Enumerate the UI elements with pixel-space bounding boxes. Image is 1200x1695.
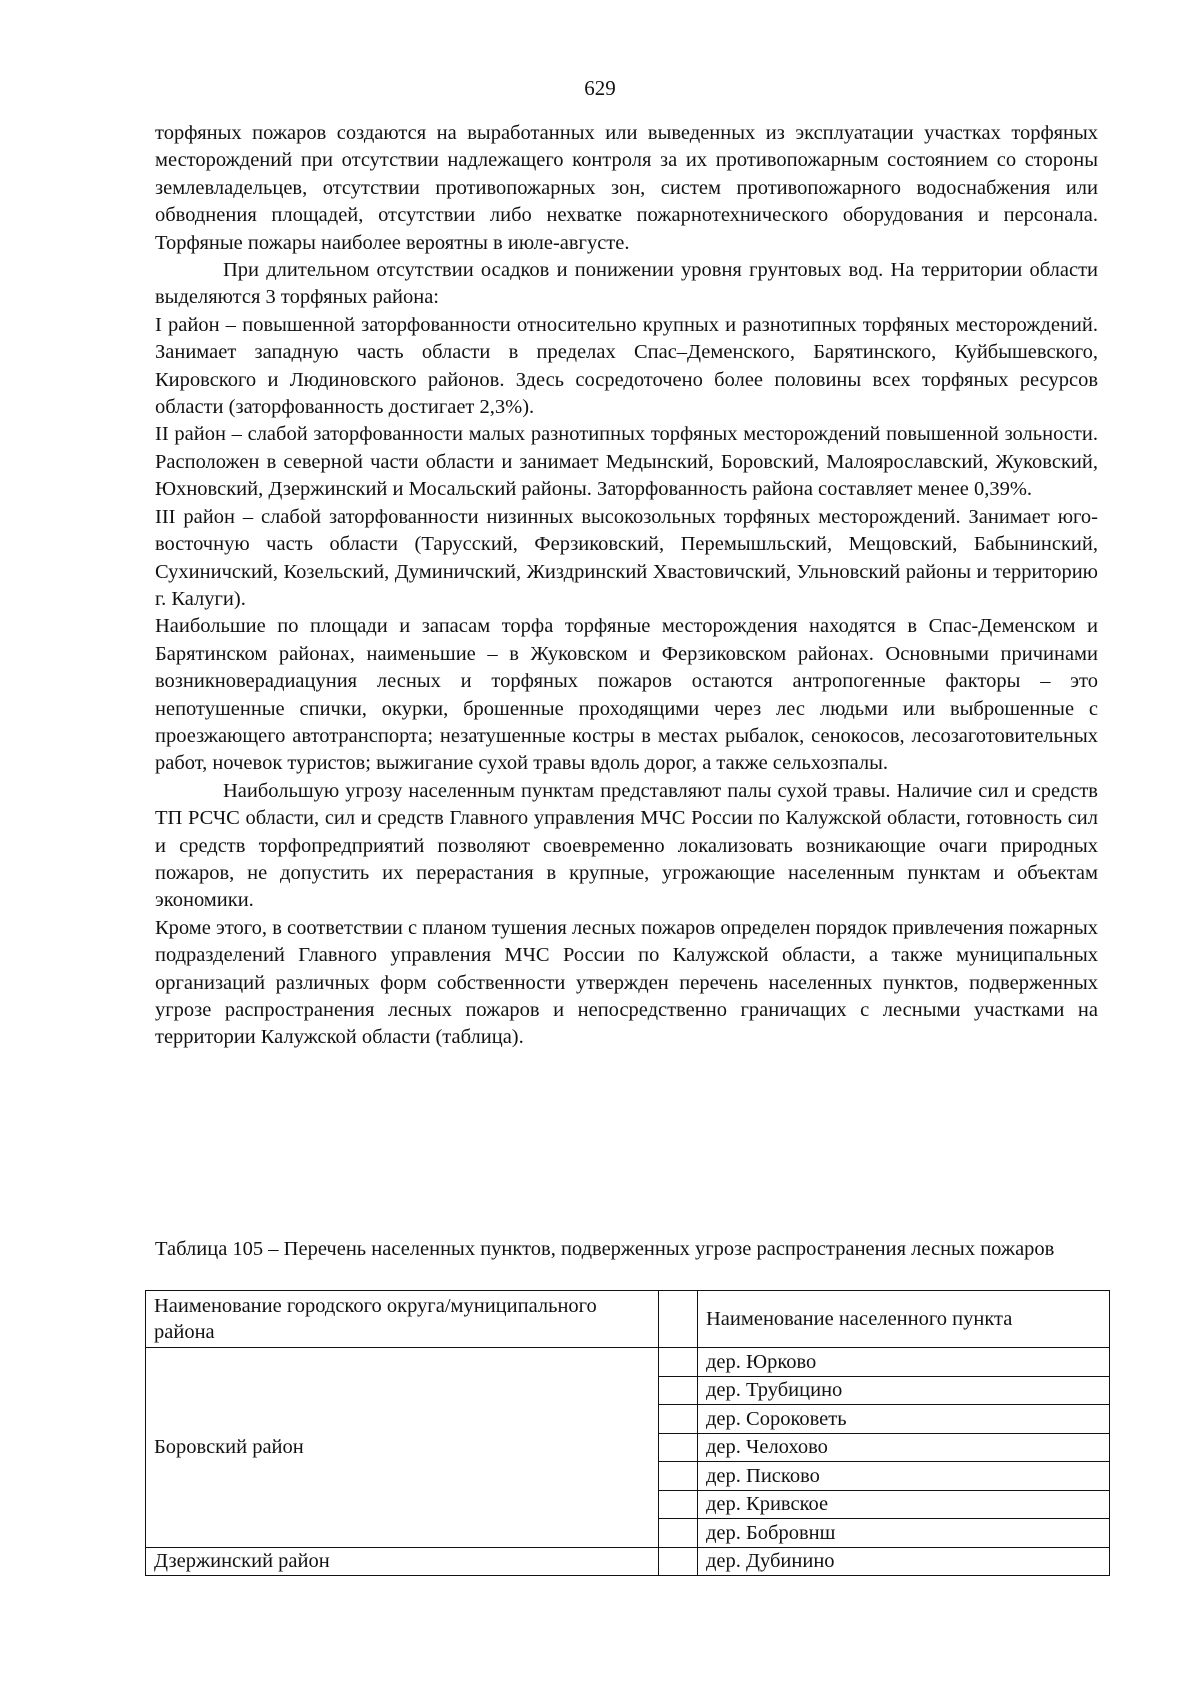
district-cell: Боровский район (146, 1348, 659, 1548)
body-text (155, 120, 1098, 1052)
table-row (146, 1547, 1110, 1576)
empty-cell (659, 1376, 698, 1405)
settlement-cell: дер. Кривское (698, 1490, 1110, 1519)
empty-cell (659, 1519, 698, 1548)
paragraph: II район – слабой заторфованности малых разнотипных торфяных месторождений повышенной зольности. Расположен в северной части области и занимает Медынский, Боровский, Малоярославский, Жуковский, Юхновский, Дзержинский и Мосальский районы. Заторфованность района составляет менее 0,39%. (155, 423, 1098, 501)
empty-cell (659, 1462, 698, 1491)
settlement-cell: дер. Челохово (698, 1433, 1110, 1462)
settlement-cell: дер. Бобровнш (698, 1519, 1110, 1548)
settlement-cell: дер. Трубицино (698, 1376, 1110, 1405)
paragraph: III район – слабой заторфованности низинных высокозольных торфяных месторождений. Занимает юго-восточную часть области (Тарусский, Ферзиковский, Перемышльский, Мещовский, Бабынинский, Сухиничский, Козельский, Думиничский, Жиздринский Хвастовичский, Ульновский районы и территорию г. Калуги). (155, 505, 1098, 610)
empty-cell (659, 1490, 698, 1519)
settlement-cell: дер. Юрково (698, 1348, 1110, 1377)
paragraph: Наибольшую угрозу населенным пунктам представляют палы сухой травы. Наличие сил и средств ТП РСЧС области, сил и средств Главного управления МЧС России по Калужской области, готовность сил и средств торфопредприятий позволяют своевременно локализовать возникающие очаги природных пожаров, не допустить их перерастания в крупные, угрожающие населенным пунктам и объектам экономики. (155, 779, 1098, 912)
page-number: 629 (584, 76, 616, 100)
settlement-cell: дер. Писково (698, 1462, 1110, 1491)
table-caption: Таблица 105 – Перечень населенных пунктов, подверженных угрозе распространения лесных пожаров (155, 1238, 1055, 1260)
settlement-cell: дер. Сороковеть (698, 1405, 1110, 1434)
header-settlement: Наименование населенного пункта (698, 1291, 1110, 1348)
empty-cell (659, 1433, 698, 1462)
settlement-cell: дер. Дубинино (698, 1547, 1110, 1576)
settlements-table (145, 1290, 1110, 1576)
paragraph: При длительном отсутствии осадков и понижении уровня грунтовых вод. На территории области выделяются 3 торфяных района: (155, 259, 1098, 309)
empty-cell (659, 1348, 698, 1377)
paragraph: Кроме этого, в соответствии с планом тушения лесных пожаров определен порядок привлечения пожарных подразделений Главного управления МЧС России по Калужской области, а также муниципальных организаций различных форм собственности утвержден перечень населенных пунктов, подверженных угрозе распространения лесных пожаров и непосредственно граничащих с лесными участками на территории Калужской области (таблица). (155, 916, 1098, 1049)
header-district: Наименование городского округа/муниципального района (146, 1291, 659, 1348)
paragraph: торфяных пожаров создаются на выработанных или выведенных из эксплуатации участках торфяных месторождений при отсутствии надлежащего контроля за их противопожарным состоянием со стороны землевладельцев, отсутствии противопожарных зон, систем противопожарного водоснабжения или обводнения площадей, отсутствии либо нехватке пожарнотехнического оборудования и персонала. Торфяные пожары наиболее вероятны в июле-августе. (155, 122, 1098, 254)
paragraph: I район – повышенной заторфованности относительно крупных и разнотипных торфяных месторождений. Занимает западную часть области в пределах Спас–Деменского, Барятинского, Куйбышевского, Кировского и Людиновского районов. Здесь сосредоточено более половины всех торфяных ресурсов области (заторфованность достигает 2,3%). (155, 313, 1098, 419)
table-header-row (146, 1291, 1110, 1348)
district-cell: Дзержинский район (146, 1547, 659, 1576)
empty-cell (659, 1547, 698, 1576)
table-row (146, 1348, 1110, 1377)
paragraph: Наибольшие по площади и запасам торфа торфяные месторождения находятся в Спас-Деменском и Барятинском районах, наименьшие – в Жуковском и Ферзиковском районах. Основными причинами возникноверадиацуния лесных и торфяных пожаров остаются антропогенные факторы – это непотушенные спички, окурки, брошенные проходящими через лес людьми или выброшенные с проезжающего автотранспорта; незатушенные костры в местах рыбалок, сенокосов, лесозаготовительных работ, ночевок туристов; выжигание сухой травы вдоль дорог, а также сельхозпалы. (155, 615, 1098, 775)
empty-cell (659, 1405, 698, 1434)
header-empty-cell (659, 1291, 698, 1348)
